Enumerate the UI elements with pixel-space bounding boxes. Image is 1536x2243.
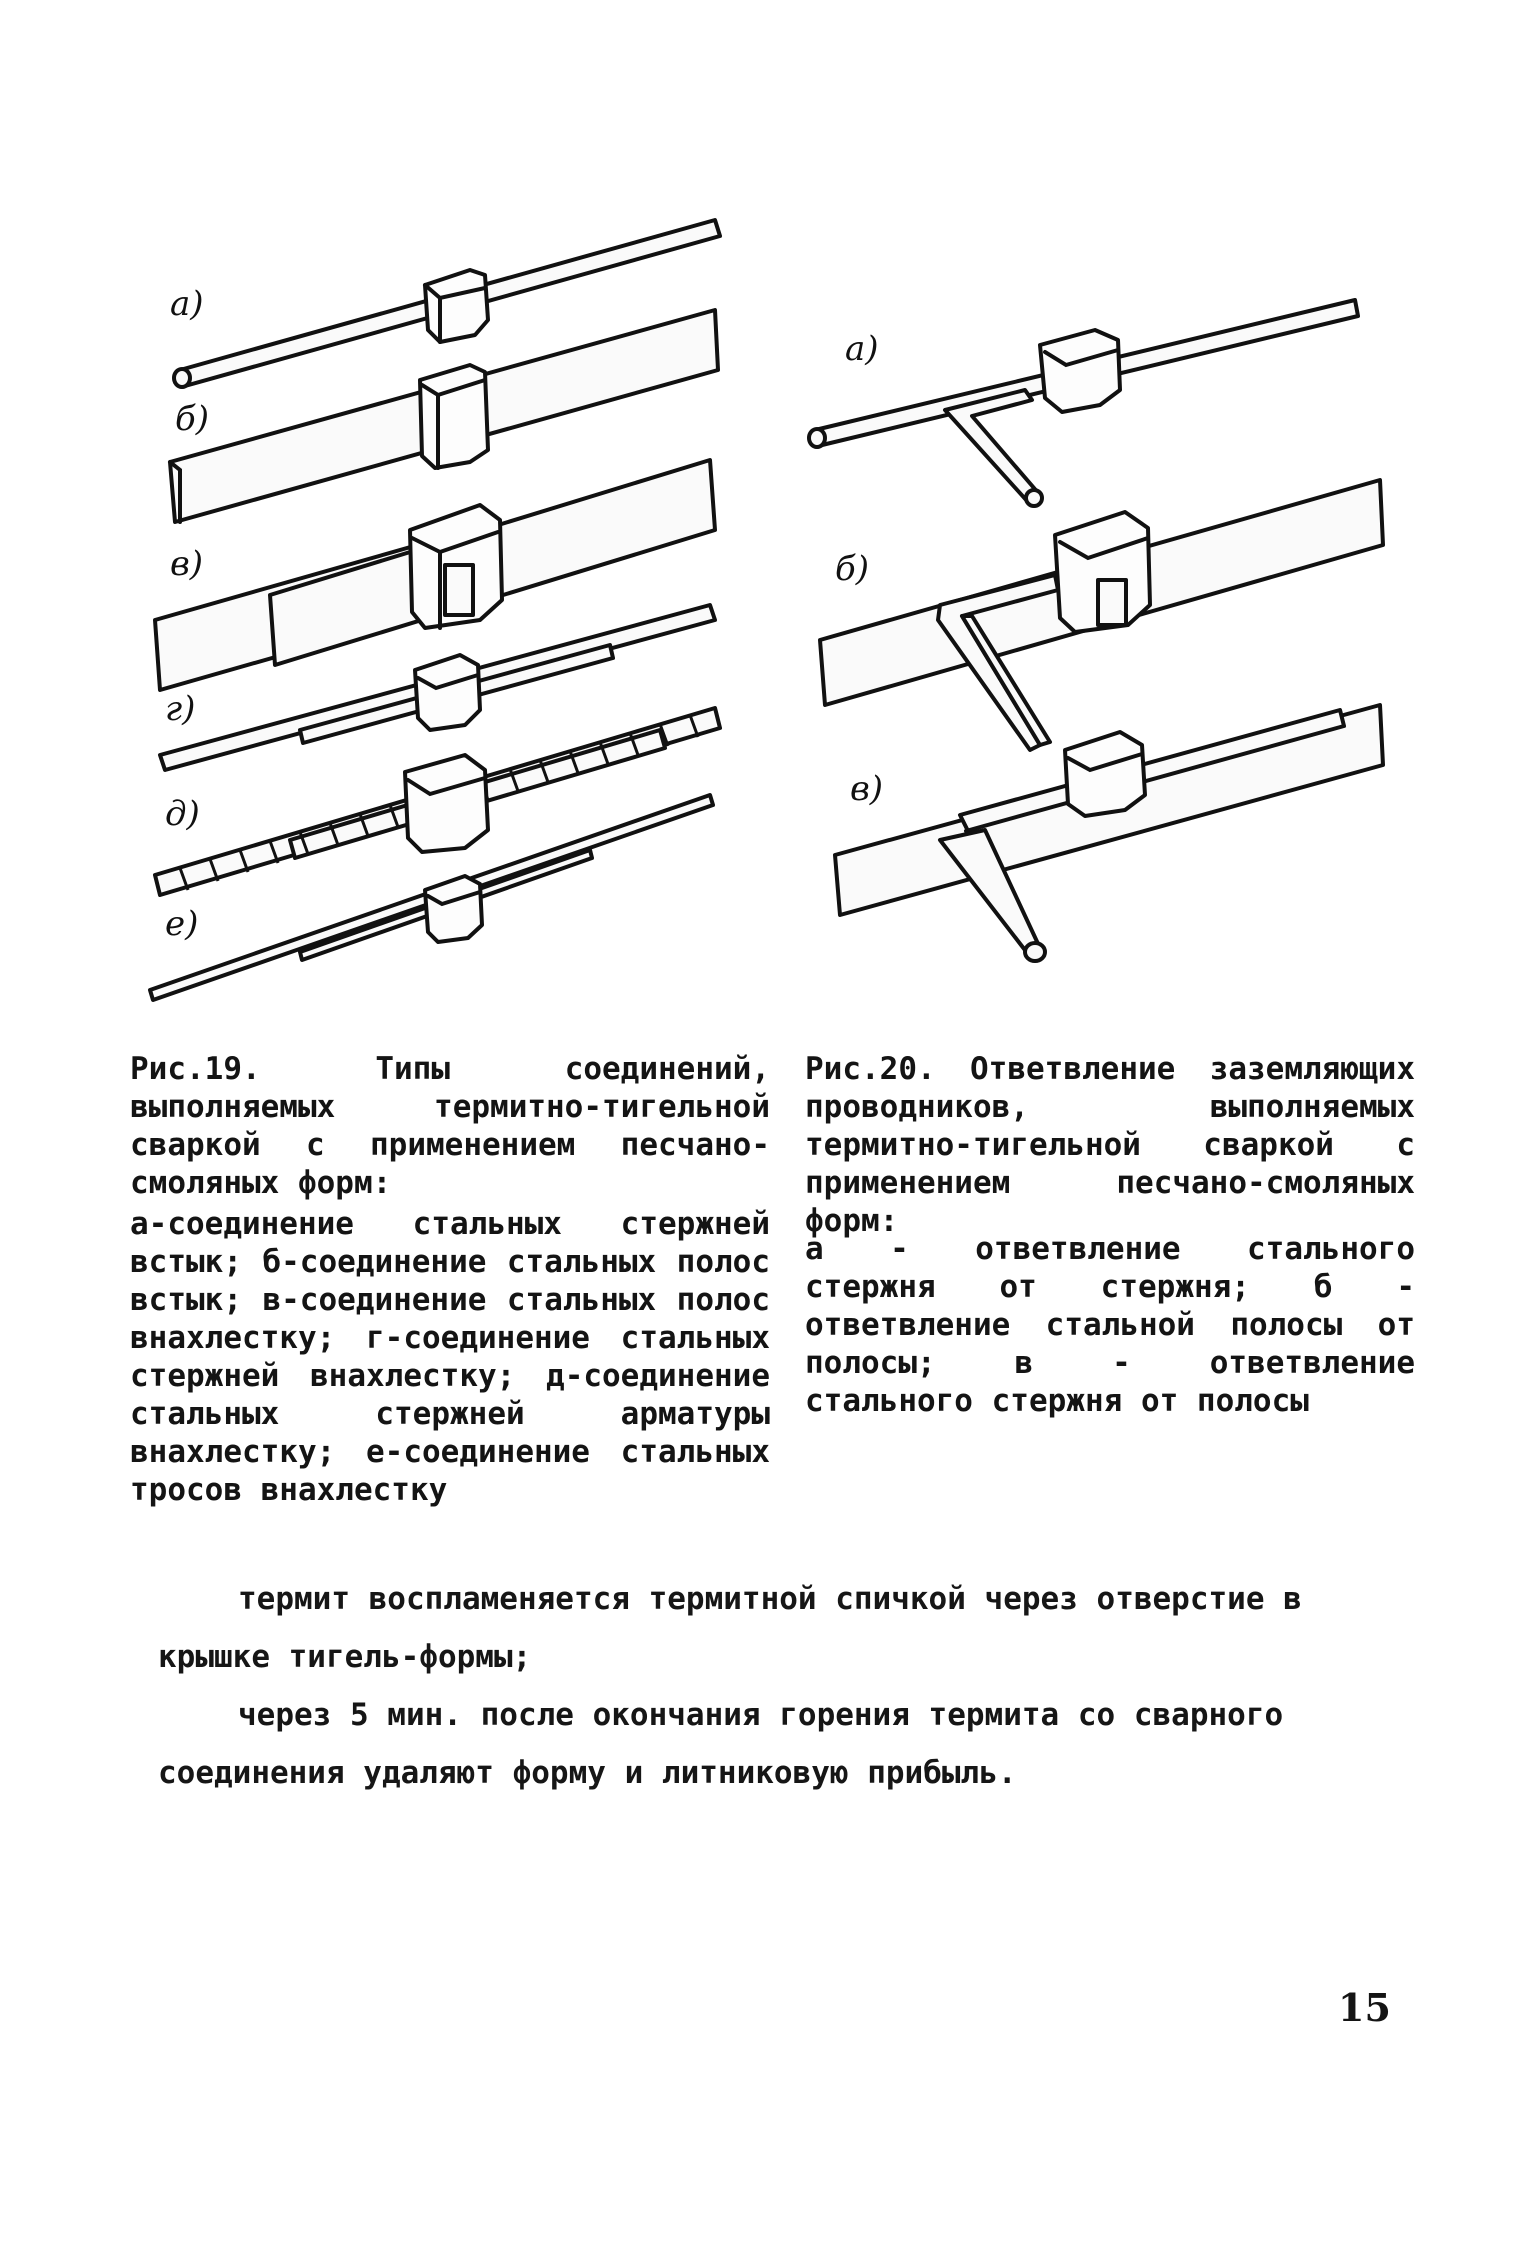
fig19-label-d: д) (165, 794, 200, 834)
body-paragraph-1: термит воспламеняется термитной спичкой через отверстие в крышке тигель-формы; (158, 1581, 1302, 1675)
fig20-label-v: в) (850, 769, 884, 809)
fig20-a-rods (809, 300, 1358, 506)
figure-19-caption-body: а-соединение стальных стержней встык; б-соединение стальных полос встык; в-соединение стальных полос внахлестку; г-соединение стальных стержней внахлестку; д-соединение стальных стержней арматуры внахлестку; е-соединение стальных тросов внахлестку (130, 1206, 770, 1508)
fig19-label-v: в) (170, 544, 204, 584)
fig19-label-b: б) (175, 399, 210, 439)
fig20-label-a: а) (845, 329, 879, 369)
figure-20-caption-title: Рис.20. Ответвление заземляющих проводников, выполняемых термитно-тигельной сваркой с применением песчано-смоляных форм: (805, 1051, 1415, 1239)
figure-20-illustration (800, 280, 1400, 980)
fig19-label-a: а) (170, 284, 204, 324)
fig19-label-e: е) (165, 904, 199, 944)
fig20-b-strips (820, 480, 1383, 750)
body-paragraph-2: через 5 мин. после окончания горения термита со сварного соединения удаляют форму и литниковую прибыль. (158, 1697, 1284, 1791)
fig19-label-g: г) (165, 689, 196, 729)
page-number: 15 (1338, 1985, 1391, 2030)
fig20-v-strip-rod (835, 705, 1383, 961)
figure-19-illustration (140, 200, 760, 1010)
figure-20-caption-body: а - ответвление стального стержня от стержня; б - ответвление стальной полосы от полосы; в - ответвление стального стержня от полосы (805, 1231, 1415, 1419)
fig20-label-b: б) (835, 549, 870, 589)
figure-19-caption-title: Рис.19. Типы соединений, выполняемых термитно-тигельной сваркой с применением песчано-смоляных форм: (130, 1051, 770, 1201)
body-text (158, 1570, 1418, 1802)
